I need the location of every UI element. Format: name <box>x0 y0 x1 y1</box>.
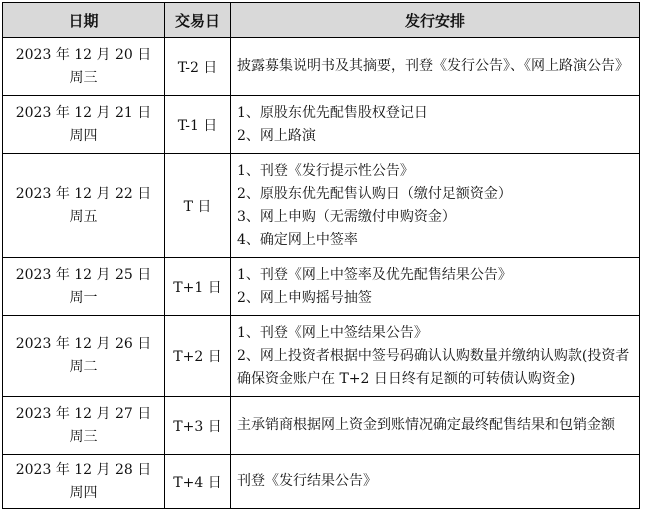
date-text: 2023 年 12 月 20 日 <box>15 46 152 63</box>
header-date: 日期 <box>3 3 165 38</box>
date-cell <box>3 258 165 316</box>
date-cell <box>3 154 165 258</box>
trading-day-cell: T 日 <box>165 154 231 258</box>
arrangement-item: 2、网上投资者根据中签号码确认认购数量并缴纳认购款(投资者确保资金账户在 T+2 日日终有足额的可转债认购资金) <box>237 347 630 387</box>
issuance-schedule-table <box>2 2 640 509</box>
weekday-text: 周四 <box>69 127 98 144</box>
trading-day-cell: T-1 日 <box>165 96 231 154</box>
arrangement-item: 主承销商根据网上资金到账情况确定最终配售结果和包销金额 <box>237 417 615 433</box>
table-row <box>3 316 640 397</box>
date-cell <box>3 455 165 509</box>
arrangement-cell <box>231 96 640 154</box>
weekday-text: 周二 <box>69 359 98 375</box>
weekday-text: 周三 <box>69 69 98 86</box>
arrangement-item: 2、网上路演 <box>237 127 316 144</box>
date-text: 2023 年 12 月 27 日 <box>15 405 152 422</box>
date-cell <box>3 316 165 397</box>
date-text: 2023 年 12 月 25 日 <box>15 266 152 283</box>
arrangement-item: 4、确定网上中签率 <box>237 231 358 248</box>
table-header <box>3 3 640 38</box>
weekday-text: 周三 <box>69 428 98 445</box>
arrangement-item: 3、网上申购（无需缴付申购资金） <box>237 208 456 225</box>
arrangement-cell <box>231 455 640 509</box>
header-arrangement: 发行安排 <box>231 3 640 38</box>
weekday-text: 周一 <box>69 289 98 306</box>
arrangement-cell <box>231 154 640 258</box>
date-text: 2023 年 12 月 22 日 <box>15 185 152 202</box>
table-row <box>3 38 640 96</box>
weekday-text: 周五 <box>69 208 98 225</box>
arrangement-cell <box>231 397 640 455</box>
arrangement-item: 1、刊登《网上中签率及优先配售结果公告》 <box>237 266 512 283</box>
trading-day-cell: T+4 日 <box>165 455 231 509</box>
header-trading-day: 交易日 <box>165 3 231 38</box>
arrangement-item: 1、刊登《发行提示性公告》 <box>237 162 414 179</box>
weekday-text: 周四 <box>69 484 98 501</box>
table-row <box>3 154 640 258</box>
date-cell <box>3 397 165 455</box>
date-cell <box>3 38 165 96</box>
table-row <box>3 397 640 455</box>
arrangement-cell <box>231 258 640 316</box>
date-text: 2023 年 12 月 21 日 <box>15 104 152 121</box>
table-body <box>3 38 640 509</box>
arrangement-item: 披露募集说明书及其摘要，刊登《发行公告》、《网上路演公告》 <box>237 58 629 74</box>
table-row <box>3 455 640 509</box>
date-text: 2023 年 12 月 28 日 <box>15 461 152 478</box>
date-text: 2023 年 12 月 26 日 <box>15 336 152 352</box>
table-row <box>3 258 640 316</box>
header-row <box>3 3 640 38</box>
date-cell <box>3 96 165 154</box>
arrangement-item: 2、原股东优先配售认购日（缴付足额资金） <box>237 185 512 202</box>
arrangement-cell <box>231 316 640 397</box>
trading-day-cell: T+1 日 <box>165 258 231 316</box>
arrangement-item: 2、网上申购摇号抽签 <box>237 289 372 306</box>
table-row <box>3 96 640 154</box>
arrangement-item: 1、原股东优先配售股权登记日 <box>237 104 428 121</box>
arrangement-cell <box>231 38 640 96</box>
arrangement-item: 1、刊登《网上中签结果公告》 <box>237 324 428 341</box>
trading-day-cell: T+2 日 <box>165 316 231 397</box>
trading-day-cell: T-2 日 <box>165 38 231 96</box>
arrangement-item: 刊登《发行结果公告》 <box>237 473 377 489</box>
trading-day-cell: T+3 日 <box>165 397 231 455</box>
